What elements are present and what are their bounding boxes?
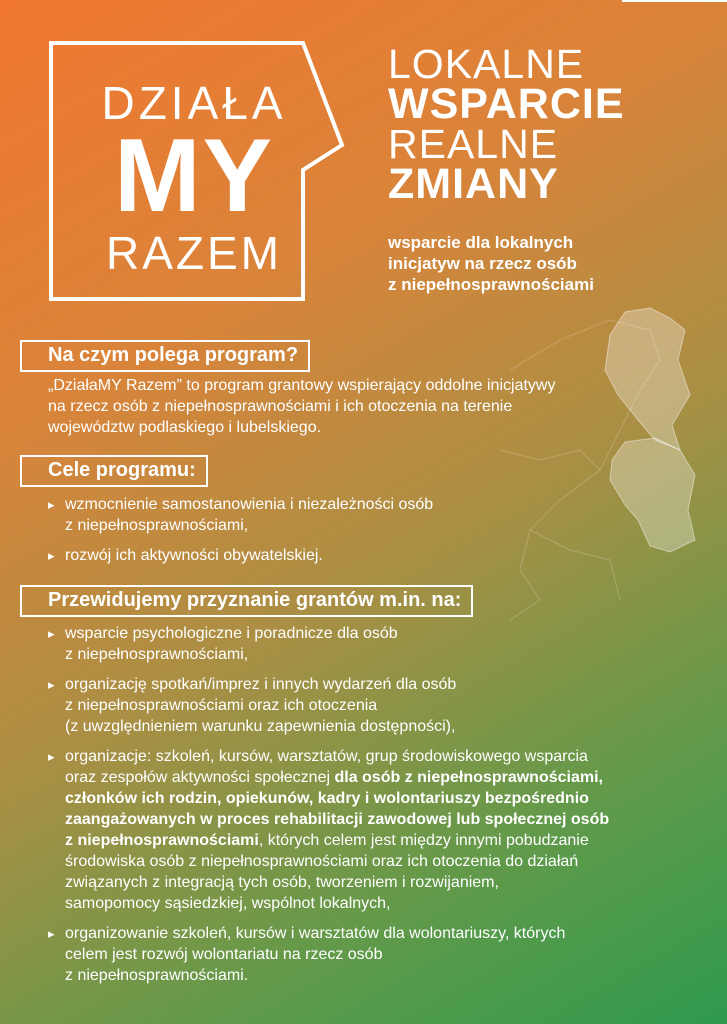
list-item-line: zaangażowanych w proces rehabilitacji zawodowej lub społecznej osób: [65, 811, 610, 828]
headline-line-4: ZMIANY: [388, 160, 559, 208]
headline-line-1: LOKALNE: [388, 41, 585, 87]
list-item-line: członków ich rodzin, opiekunów, kadry i wolontariuszy bezpośrednio: [65, 790, 589, 807]
section-title-goals: Cele programu:: [20, 455, 208, 487]
top-divider-line: [622, 0, 727, 2]
list-item-line: z niepełnosprawnościami.: [65, 967, 249, 984]
logo-line-dziala: DZIAŁA: [101, 77, 287, 129]
goals-list: [48, 494, 713, 575]
list-item: [48, 494, 713, 536]
list-item: [48, 545, 713, 566]
list-item-line: celem jest rozwój wolontariatu na rzecz osób: [65, 946, 383, 963]
list-item-line: związanych z integracją tych osób, tworzeniem i rozwijaniem,: [65, 874, 499, 891]
section-program-description: [48, 375, 555, 438]
tagline: [388, 232, 688, 295]
list-item-line: ▸ wzmocnienie samostanowienia i niezależności osób: [65, 496, 434, 513]
bold-text-span: dla osób z niepełnosprawnościami,: [334, 769, 603, 786]
description-line: na rzecz osób z niepełnosprawnościami i ich otoczenia na terenie: [48, 398, 513, 415]
headline: [388, 41, 718, 208]
list-item-line: ▸ organizacje: szkoleń, kursów, warsztatów, grup środowiskowego wsparcia: [65, 748, 588, 765]
list-item-line: środowiska osób z niepełnosprawnościami oraz ich otoczenia do działań: [65, 853, 579, 870]
list-item: [48, 923, 713, 986]
regions-map-illustration: [500, 300, 727, 630]
logo-line-razem: RAZEM: [106, 227, 282, 279]
list-item-line: ▸ wsparcie psychologiczne i poradnicze dla osób: [65, 625, 398, 642]
list-item: [48, 674, 713, 737]
list-item-line: ▸ rozwój ich aktywności obywatelskiej.: [65, 547, 323, 564]
list-item-line: z niepełnosprawnościami,: [65, 646, 249, 663]
headline-line-2: WSPARCIE: [388, 80, 625, 128]
section-title-grants: Przewidujemy przyznanie grantów m.in. na:: [20, 585, 473, 617]
section-title-program: Na czym polega program?: [20, 340, 310, 372]
list-item-line: [65, 830, 713, 851]
text-span: oraz zespołów aktywności społecznej: [65, 769, 335, 786]
grants-list: [48, 623, 713, 995]
list-item-line: ▸ organizowanie szkoleń, kursów i warsztatów dla wolontariuszy, których: [65, 925, 566, 942]
bold-text-span: z niepełnosprawnościami: [65, 832, 259, 849]
list-item-line: z niepełnosprawnościami,: [65, 517, 249, 534]
description-line: „DziałaMY Razem” to program grantowy wspierający oddolne inicjatywy: [48, 377, 556, 394]
list-item: [48, 746, 713, 914]
list-item-line: [65, 767, 713, 788]
list-item-line: samopomocy sąsiedzkiej, wspólnot lokalnych,: [65, 895, 391, 912]
headline-line-3: REALNE: [388, 121, 559, 167]
list-item-line: ▸ organizację spotkań/imprez i innych wydarzeń dla osób: [65, 676, 457, 693]
list-item-line: (z uwzględnieniem warunku zapewnienia dostępności),: [65, 718, 456, 735]
tagline-line: inicjatyw na rzecz osób: [388, 254, 577, 273]
dzialamy-razem-logo: [48, 40, 348, 302]
text-span: , których celem jest między innymi pobudzanie: [258, 832, 589, 849]
list-item: [48, 623, 713, 665]
logo-line-my: MY: [114, 118, 274, 234]
tagline-line: z niepełnosprawnościami: [388, 275, 594, 294]
description-line: województw podlaskiego i lubelskiego.: [48, 419, 322, 436]
tagline-line: wsparcie dla lokalnych: [388, 233, 574, 252]
list-item-line: z niepełnosprawnościami oraz ich otoczenia: [65, 697, 378, 714]
